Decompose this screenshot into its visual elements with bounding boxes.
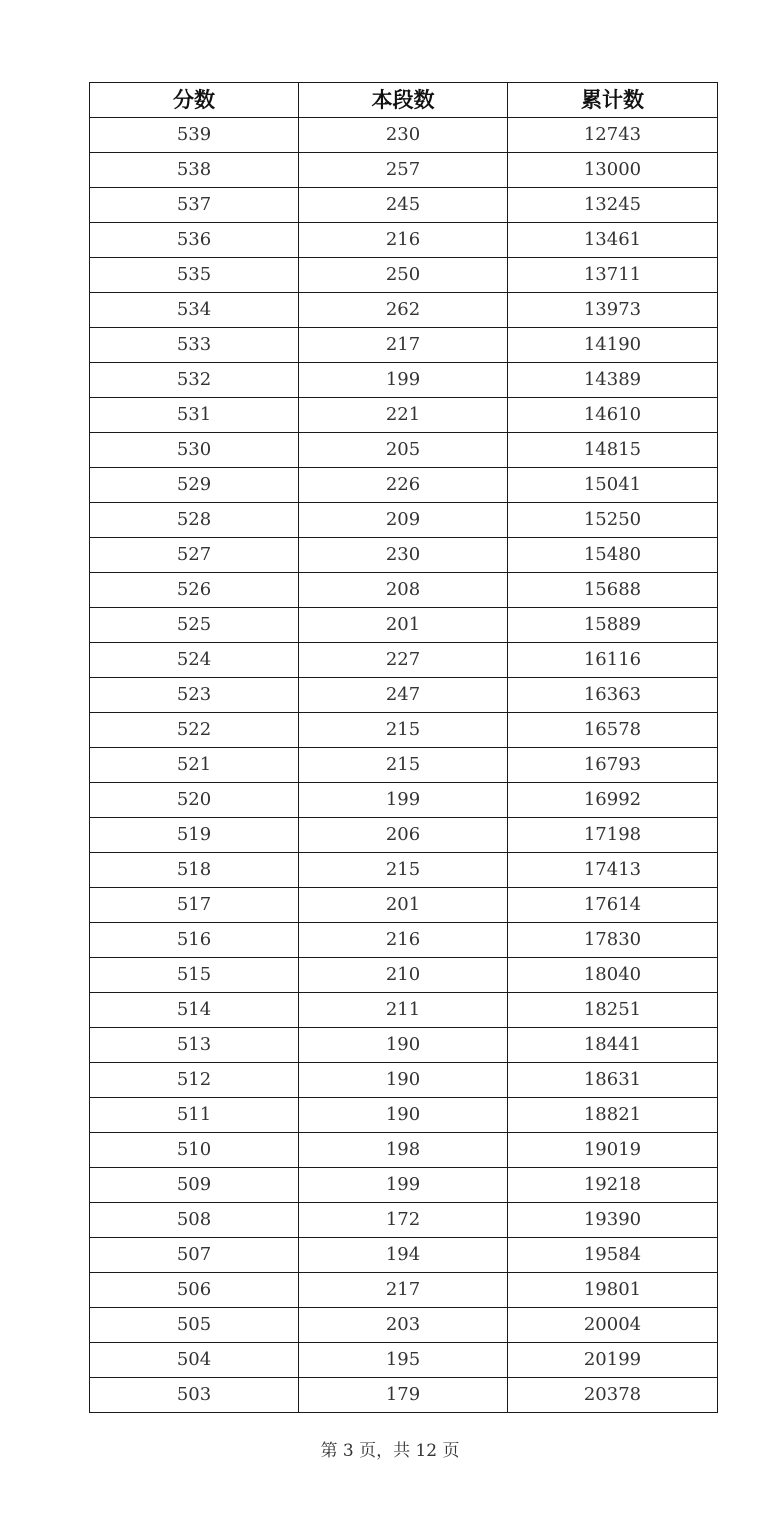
cell-cumulative-count: 16992 <box>508 783 718 818</box>
cell-segment-count: 257 <box>299 153 508 188</box>
cell-cumulative-count: 15250 <box>508 503 718 538</box>
cell-score: 527 <box>90 538 299 573</box>
cell-score: 516 <box>90 923 299 958</box>
cell-score: 503 <box>90 1378 299 1413</box>
cell-cumulative-count: 13711 <box>508 258 718 293</box>
cell-score: 522 <box>90 713 299 748</box>
cell-score: 507 <box>90 1238 299 1273</box>
cell-score: 538 <box>90 153 299 188</box>
cell-cumulative-count: 13000 <box>508 153 718 188</box>
cell-segment-count: 179 <box>299 1378 508 1413</box>
cell-segment-count: 250 <box>299 258 508 293</box>
cell-score: 535 <box>90 258 299 293</box>
cell-cumulative-count: 14389 <box>508 363 718 398</box>
cell-segment-count: 208 <box>299 573 508 608</box>
table-row <box>90 888 718 923</box>
table-row <box>90 818 718 853</box>
cell-cumulative-count: 16116 <box>508 643 718 678</box>
table-row <box>90 1063 718 1098</box>
cell-cumulative-count: 15041 <box>508 468 718 503</box>
cell-cumulative-count: 16363 <box>508 678 718 713</box>
cell-segment-count: 216 <box>299 923 508 958</box>
cell-score: 515 <box>90 958 299 993</box>
cell-cumulative-count: 13461 <box>508 223 718 258</box>
table-body <box>90 118 718 1413</box>
cell-segment-count: 190 <box>299 1028 508 1063</box>
cell-cumulative-count: 12743 <box>508 118 718 153</box>
cell-cumulative-count: 17413 <box>508 853 718 888</box>
cell-score: 505 <box>90 1308 299 1343</box>
cell-segment-count: 201 <box>299 608 508 643</box>
cell-cumulative-count: 19218 <box>508 1168 718 1203</box>
cell-score: 528 <box>90 503 299 538</box>
cell-cumulative-count: 13245 <box>508 188 718 223</box>
table-row <box>90 1378 718 1413</box>
header-segment-count: 本段数 <box>299 83 508 118</box>
cell-segment-count: 198 <box>299 1133 508 1168</box>
cell-cumulative-count: 20199 <box>508 1343 718 1378</box>
table-row <box>90 923 718 958</box>
cell-segment-count: 199 <box>299 363 508 398</box>
table-row <box>90 1098 718 1133</box>
table-row <box>90 783 718 818</box>
cell-score: 525 <box>90 608 299 643</box>
cell-segment-count: 216 <box>299 223 508 258</box>
cell-segment-count: 199 <box>299 1168 508 1203</box>
cell-cumulative-count: 18821 <box>508 1098 718 1133</box>
cell-segment-count: 230 <box>299 538 508 573</box>
cell-score: 539 <box>90 118 299 153</box>
table-header-row <box>90 83 718 118</box>
cell-score: 508 <box>90 1203 299 1238</box>
table-row <box>90 853 718 888</box>
cell-cumulative-count: 20378 <box>508 1378 718 1413</box>
table-row <box>90 538 718 573</box>
cell-segment-count: 247 <box>299 678 508 713</box>
cell-segment-count: 230 <box>299 118 508 153</box>
cell-segment-count: 205 <box>299 433 508 468</box>
cell-score: 512 <box>90 1063 299 1098</box>
cell-cumulative-count: 18441 <box>508 1028 718 1063</box>
table-row <box>90 1168 718 1203</box>
table-row <box>90 188 718 223</box>
cell-segment-count: 201 <box>299 888 508 923</box>
table-row <box>90 153 718 188</box>
cell-cumulative-count: 15889 <box>508 608 718 643</box>
table-row <box>90 433 718 468</box>
table-row <box>90 608 718 643</box>
table-row <box>90 643 718 678</box>
cell-score: 533 <box>90 328 299 363</box>
cell-cumulative-count: 19801 <box>508 1273 718 1308</box>
table-row <box>90 748 718 783</box>
table-row <box>90 1343 718 1378</box>
cell-cumulative-count: 14610 <box>508 398 718 433</box>
cell-score: 514 <box>90 993 299 1028</box>
cell-segment-count: 215 <box>299 853 508 888</box>
cell-score: 518 <box>90 853 299 888</box>
cell-segment-count: 215 <box>299 748 508 783</box>
cell-segment-count: 172 <box>299 1203 508 1238</box>
cell-score: 524 <box>90 643 299 678</box>
header-cumulative-count: 累计数 <box>508 83 718 118</box>
cell-segment-count: 221 <box>299 398 508 433</box>
cell-cumulative-count: 17614 <box>508 888 718 923</box>
cell-segment-count: 226 <box>299 468 508 503</box>
score-distribution-table <box>89 82 718 1413</box>
cell-cumulative-count: 17830 <box>508 923 718 958</box>
table-row <box>90 223 718 258</box>
cell-cumulative-count: 18040 <box>508 958 718 993</box>
table-row <box>90 118 718 153</box>
cell-score: 537 <box>90 188 299 223</box>
cell-score: 511 <box>90 1098 299 1133</box>
table-row <box>90 713 718 748</box>
table-row <box>90 503 718 538</box>
cell-score: 526 <box>90 573 299 608</box>
cell-cumulative-count: 20004 <box>508 1308 718 1343</box>
table-row <box>90 363 718 398</box>
cell-score: 513 <box>90 1028 299 1063</box>
cell-segment-count: 194 <box>299 1238 508 1273</box>
cell-cumulative-count: 19584 <box>508 1238 718 1273</box>
cell-score: 530 <box>90 433 299 468</box>
cell-segment-count: 210 <box>299 958 508 993</box>
cell-segment-count: 203 <box>299 1308 508 1343</box>
table-row <box>90 1273 718 1308</box>
cell-segment-count: 211 <box>299 993 508 1028</box>
table-row <box>90 958 718 993</box>
table-row <box>90 468 718 503</box>
page-number-footer: 第 3 页，共 12 页 <box>320 1441 460 1461</box>
table-row <box>90 1028 718 1063</box>
cell-score: 519 <box>90 818 299 853</box>
cell-score: 523 <box>90 678 299 713</box>
cell-score: 536 <box>90 223 299 258</box>
cell-segment-count: 195 <box>299 1343 508 1378</box>
table-row <box>90 1238 718 1273</box>
table-row <box>90 573 718 608</box>
cell-cumulative-count: 18251 <box>508 993 718 1028</box>
cell-cumulative-count: 13973 <box>508 293 718 328</box>
table-row <box>90 1133 718 1168</box>
cell-segment-count: 262 <box>299 293 508 328</box>
cell-segment-count: 227 <box>299 643 508 678</box>
cell-segment-count: 217 <box>299 1273 508 1308</box>
cell-cumulative-count: 14190 <box>508 328 718 363</box>
header-score: 分数 <box>90 83 299 118</box>
cell-segment-count: 190 <box>299 1098 508 1133</box>
cell-segment-count: 217 <box>299 328 508 363</box>
table-row <box>90 258 718 293</box>
cell-score: 531 <box>90 398 299 433</box>
cell-score: 506 <box>90 1273 299 1308</box>
table-row <box>90 293 718 328</box>
cell-cumulative-count: 16578 <box>508 713 718 748</box>
cell-score: 532 <box>90 363 299 398</box>
cell-score: 517 <box>90 888 299 923</box>
cell-cumulative-count: 17198 <box>508 818 718 853</box>
cell-segment-count: 190 <box>299 1063 508 1098</box>
cell-score: 529 <box>90 468 299 503</box>
table-row <box>90 993 718 1028</box>
cell-cumulative-count: 14815 <box>508 433 718 468</box>
cell-segment-count: 199 <box>299 783 508 818</box>
cell-score: 510 <box>90 1133 299 1168</box>
cell-segment-count: 209 <box>299 503 508 538</box>
cell-score: 534 <box>90 293 299 328</box>
table-row <box>90 678 718 713</box>
cell-score: 521 <box>90 748 299 783</box>
cell-segment-count: 215 <box>299 713 508 748</box>
cell-score: 509 <box>90 1168 299 1203</box>
cell-segment-count: 206 <box>299 818 508 853</box>
cell-cumulative-count: 19019 <box>508 1133 718 1168</box>
cell-score: 520 <box>90 783 299 818</box>
table-row <box>90 328 718 363</box>
cell-cumulative-count: 18631 <box>508 1063 718 1098</box>
table-row <box>90 1308 718 1343</box>
cell-cumulative-count: 15480 <box>508 538 718 573</box>
cell-score: 504 <box>90 1343 299 1378</box>
cell-cumulative-count: 15688 <box>508 573 718 608</box>
cell-segment-count: 245 <box>299 188 508 223</box>
cell-cumulative-count: 19390 <box>508 1203 718 1238</box>
table-row <box>90 1203 718 1238</box>
table-row <box>90 398 718 433</box>
cell-cumulative-count: 16793 <box>508 748 718 783</box>
